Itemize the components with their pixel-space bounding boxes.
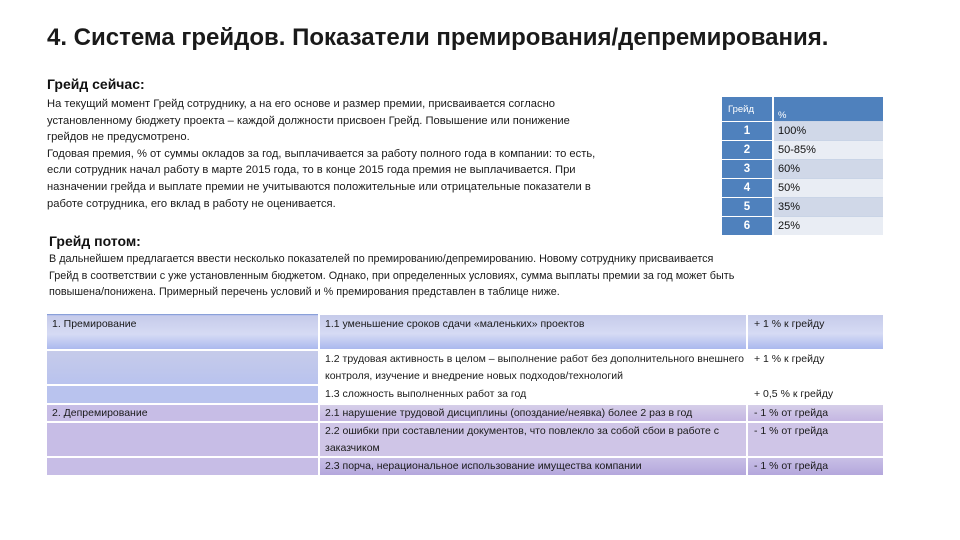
text-line: На текущий момент Грейд сотруднику, а на его основе и размер премии, присваивается согласно	[47, 98, 555, 110]
grade-row	[722, 160, 883, 179]
percent-cell: 60%	[773, 160, 883, 179]
grade-row	[722, 141, 883, 160]
percent-cell: 25%	[773, 217, 883, 236]
percent-cell: 35%	[773, 198, 883, 217]
value-cell: + 0,5 % к грейду	[747, 385, 883, 404]
table-row	[47, 385, 883, 404]
category-cell: 2. Депремирование	[47, 404, 319, 423]
condition-cell: 1.2 трудовая активность в целом – выполнение работ без дополнительного внешнего контроля, изучение и внедрение новых подходов/технологий	[319, 350, 747, 385]
category-cell	[47, 385, 319, 404]
text-line: Грейд в соответствии с уже установленным бюджетом. Однако, при определенных условиях, сумма выплаты премии за год может быть	[49, 269, 735, 282]
category-cell	[47, 422, 319, 457]
category-cell	[47, 457, 319, 475]
future-grade-heading: Грейд потом:	[49, 233, 141, 249]
text-line: Годовая премия, % от суммы окладов за год, выплачивается за работу полного года в компании: то есть,	[47, 147, 596, 160]
grade-table-header	[722, 97, 883, 122]
value-cell: - 1 % от грейда	[747, 422, 883, 457]
percent-cell: 100%	[773, 122, 883, 141]
current-grade-text	[47, 96, 707, 212]
value-cell: + 1 % к грейду	[747, 350, 883, 385]
text-line: если сотрудник начал работу в марте 2015 года, то в конце 2015 года премия не выплачивается. При	[47, 164, 576, 177]
bonus-conditions-table	[47, 314, 883, 475]
condition-cell: 2.2 ошибки при составлении документов, что повлекло за собой сбои в работе с заказчиком	[319, 422, 747, 457]
text-line: грейдов не предусмотрено.	[47, 131, 190, 144]
grade-cell: 2	[722, 141, 773, 160]
future-grade-text	[49, 251, 889, 301]
grade-cell: 5	[722, 198, 773, 217]
value-cell: + 1 % к грейду	[747, 315, 883, 351]
grade-column-header: Грейд	[722, 97, 773, 122]
text-line: установленному бюджету проекта – каждой должности присвоен Грейд. Повышение или понижение	[47, 114, 570, 127]
grade-table	[722, 97, 883, 235]
grade-cell: 3	[722, 160, 773, 179]
condition-cell: 2.3 порча, нерациональное использование имущества компании	[319, 457, 747, 475]
table-row	[47, 350, 883, 385]
table-row	[47, 404, 883, 423]
condition-cell: 2.1 нарушение трудовой дисциплины (опоздание/неявка) более 2 раз в год	[319, 404, 747, 423]
percent-cell: 50%	[773, 179, 883, 198]
table-row	[47, 315, 883, 351]
grade-row	[722, 179, 883, 198]
text-line: В дальнейшем предлагается ввести несколько показателей по премированию/депремированию. Новому сотруднику присваивается	[49, 253, 714, 265]
condition-cell: 1.3 сложность выполненных работ за год	[319, 385, 747, 404]
value-cell: - 1 % от грейда	[747, 457, 883, 475]
current-grade-heading: Грейд сейчас:	[47, 76, 145, 92]
value-cell: - 1 % от грейда	[747, 404, 883, 423]
text-line: работе сотрудника, его вклад в работу не оценивается.	[47, 197, 336, 210]
percent-column-header: %	[773, 97, 883, 122]
grade-row	[722, 217, 883, 236]
slide-title: 4. Система грейдов. Показатели премирования/депремирования.	[47, 24, 829, 51]
grade-row	[722, 122, 883, 141]
condition-cell: 1.1 уменьшение сроков сдачи «маленьких» проектов	[319, 315, 747, 351]
table-row	[47, 422, 883, 457]
category-cell	[47, 350, 319, 385]
category-cell: 1. Премирование	[47, 315, 319, 351]
text-line: назначении грейда и выплате премии не учитываются положительные или отрицательные показатели в	[47, 180, 591, 193]
table-row	[47, 457, 883, 475]
grade-cell: 6	[722, 217, 773, 236]
grade-cell: 1	[722, 122, 773, 141]
grade-cell: 4	[722, 179, 773, 198]
grade-row	[722, 198, 883, 217]
text-line: повышена/понижена. Примерный перечень условий и % премирования представлен в таблице ниже.	[49, 286, 560, 299]
percent-cell: 50-85%	[773, 141, 883, 160]
